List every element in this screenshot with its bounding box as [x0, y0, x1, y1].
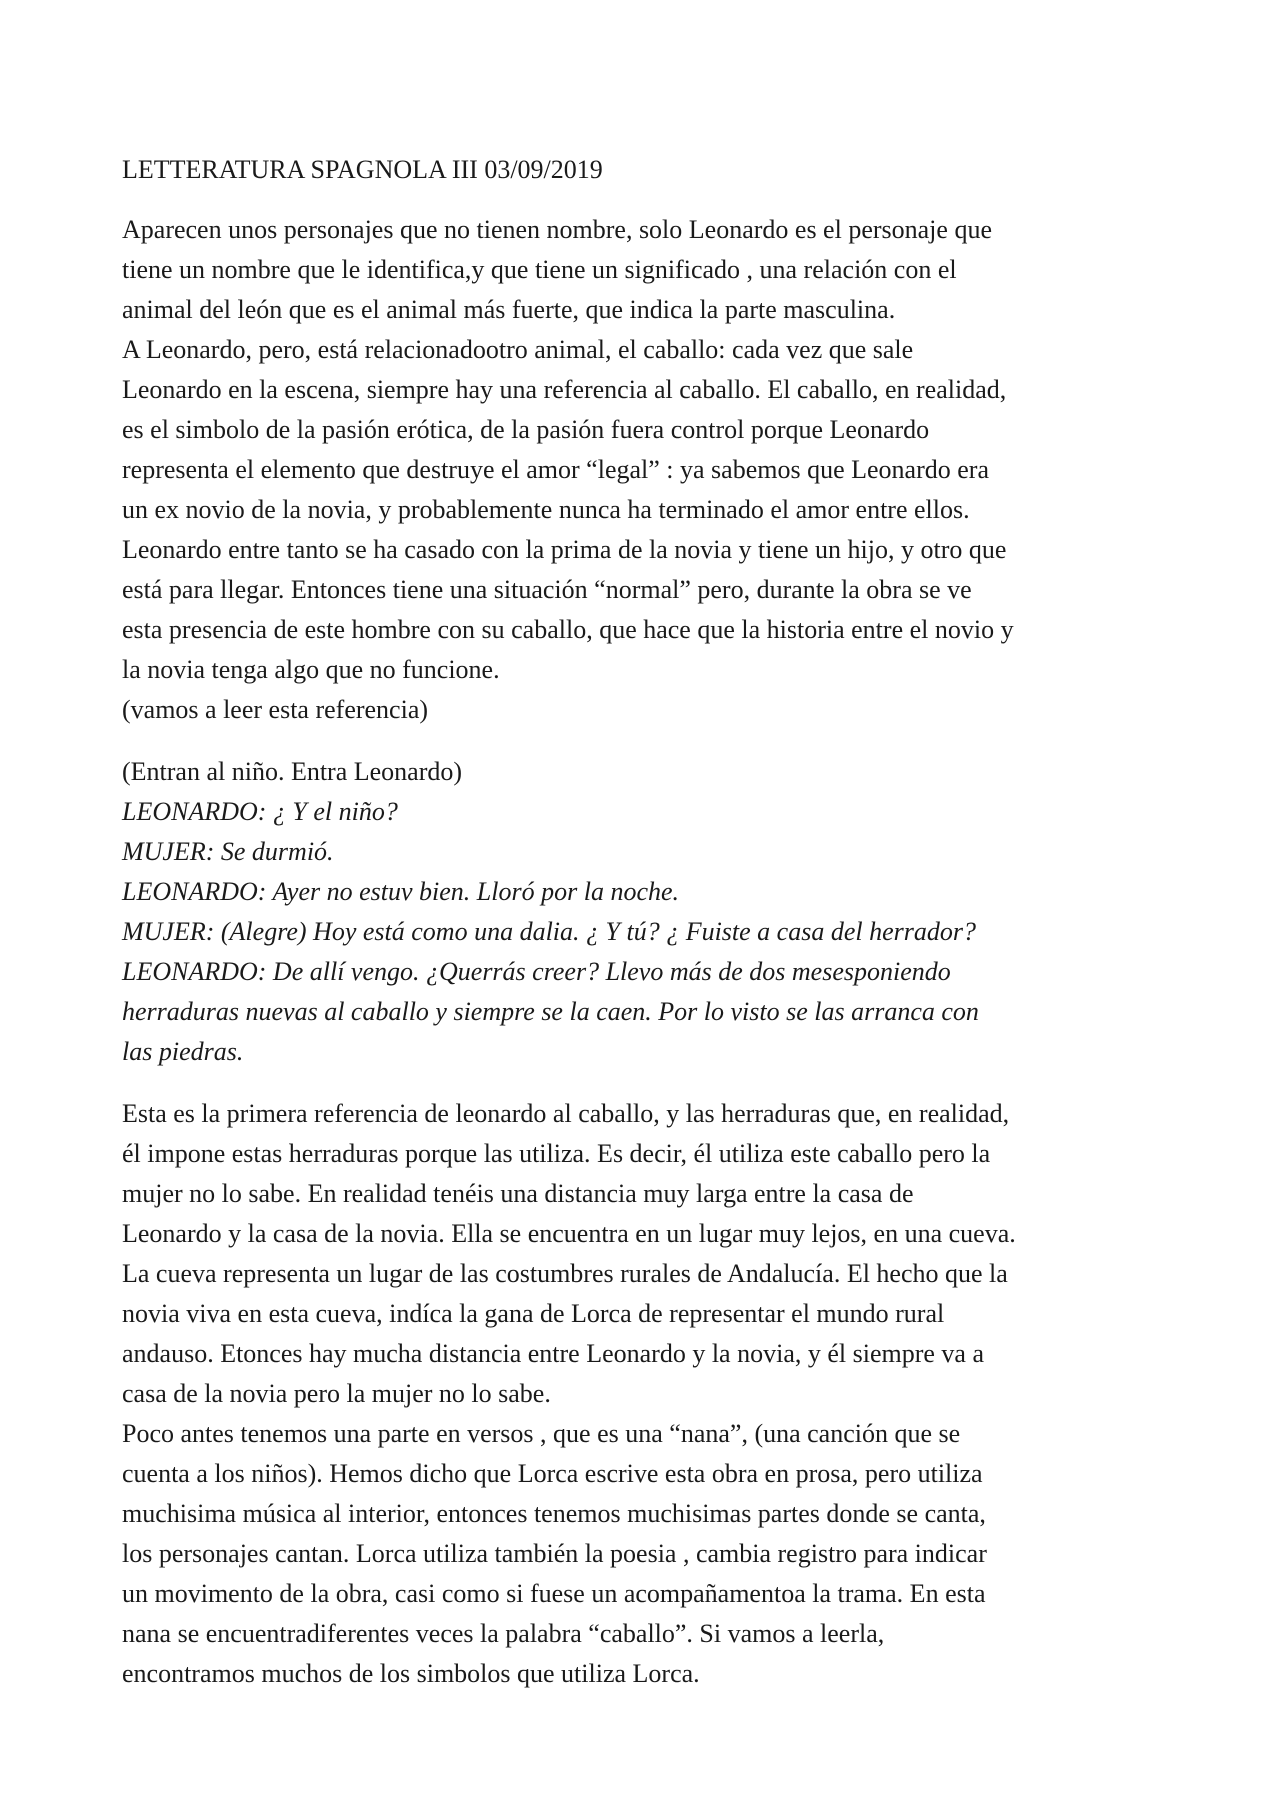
text-line: casa de la novia pero la mujer no lo sabe.: [122, 1379, 551, 1408]
text-line: los personajes cantan. Lorca utiliza también la poesia , cambia registro para indicar: [122, 1539, 987, 1568]
dialogue-line: MUJER: Se durmió.: [122, 837, 334, 866]
text-line: (vamos a leer esta referencia): [122, 695, 429, 724]
document-title: LETTERATURA SPAGNOLA III 03/09/2019: [122, 155, 603, 184]
text-line: animal del león que es el animal más fuerte, que indica la parte masculina.: [122, 295, 896, 324]
paragraph-intro: [122, 210, 1182, 730]
text-line: la novia tenga algo que no funcione.: [122, 655, 500, 684]
paragraph-spacer: [122, 730, 1182, 752]
text-line: muchisima música al interior, entonces tenemos muchisimas partes donde se canta,: [122, 1499, 986, 1528]
text-line: Esta es la primera referencia de leonardo al caballo, y las herraduras que, en realidad,: [122, 1099, 1010, 1128]
text-line: cuenta a los niños). Hemos dicho que Lorca escrive esta obra en prosa, pero utiliza: [122, 1459, 983, 1488]
text-line: Poco antes tenemos una parte en versos , que es una “nana”, (una canción que se: [122, 1419, 961, 1448]
text-line: esta presencia de este hombre con su caballo, que hace que la historia entre el novio y: [122, 615, 1014, 644]
dialogue-line: LEONARDO: ¿ Y el niño?: [122, 797, 398, 826]
text-line: Leonardo en la escena, siempre hay una referencia al caballo. El caballo, en realidad,: [122, 375, 1007, 404]
dialogue-line: LEONARDO: Ayer no estuv bien. Lloró por la noche.: [122, 877, 680, 906]
text-line: A Leonardo, pero, está relacionadootro animal, el caballo: cada vez que sale: [122, 335, 914, 364]
text-line: novia viva en esta cueva, indíca la gana de Lorca de representar el mundo rural: [122, 1299, 945, 1328]
text-line: es el simbolo de la pasión erótica, de la pasión fuera control porque Leonardo: [122, 415, 930, 444]
text-line: encontramos muchos de los simbolos que utiliza Lorca.: [122, 1659, 700, 1688]
dialogue-line: LEONARDO: De allí vengo. ¿Querrás creer? Llevo más de dos mesesponiendo: [122, 957, 951, 986]
text-line: mujer no lo sabe. En realidad tenéis una distancia muy larga entre la casa de: [122, 1179, 914, 1208]
dialogue-block: [122, 752, 1182, 1072]
text-line: Aparecen unos personajes que no tienen nombre, solo Leonardo es el personaje que: [122, 215, 992, 244]
text-line: Leonardo entre tanto se ha casado con la prima de la novia y tiene un hijo, y otro que: [122, 535, 1007, 564]
dialogue-line: las piedras.: [122, 1037, 244, 1066]
stage-direction: (Entran al niño. Entra Leonardo): [122, 757, 463, 786]
text-line: un movimento de la obra, casi como si fuese un acompañamentoa la trama. En esta: [122, 1579, 986, 1608]
document-page: [122, 150, 1182, 1694]
text-line: nana se encuentradiferentes veces la palabra “caballo”. Si vamos a leerla,: [122, 1619, 885, 1648]
dialogue-line: MUJER: (Alegre) Hoy está como una dalia. ¿ Y tú? ¿ Fuiste a casa del herrador?: [122, 917, 977, 946]
text-line: un ex novio de la novia, y probablemente nunca ha terminado el amor entre ellos.: [122, 495, 970, 524]
text-line: él impone estas herraduras porque las utiliza. Es decir, él utiliza este caballo pero la: [122, 1139, 991, 1168]
text-line: está para llegar. Entonces tiene una situación “normal” pero, durante la obra se ve: [122, 575, 972, 604]
text-line: La cueva representa un lugar de las costumbres rurales de Andalucía. El hecho que la: [122, 1259, 1008, 1288]
text-line: andauso. Etonces hay mucha distancia entre Leonardo y la novia, y él siempre va a: [122, 1339, 985, 1368]
text-line: tiene un nombre que le identifica,y que tiene un significado , una relación con el: [122, 255, 957, 284]
paragraph-spacer: [122, 1072, 1182, 1094]
paragraph-analysis: [122, 1094, 1182, 1694]
dialogue-line: herraduras nuevas al caballo y siempre se la caen. Por lo visto se las arranca con: [122, 997, 979, 1026]
text-line: Leonardo y la casa de la novia. Ella se encuentra en un lugar muy lejos, en una cueva.: [122, 1219, 1016, 1248]
text-line: representa el elemento que destruye el amor “legal” : ya sabemos que Leonardo era: [122, 455, 989, 484]
